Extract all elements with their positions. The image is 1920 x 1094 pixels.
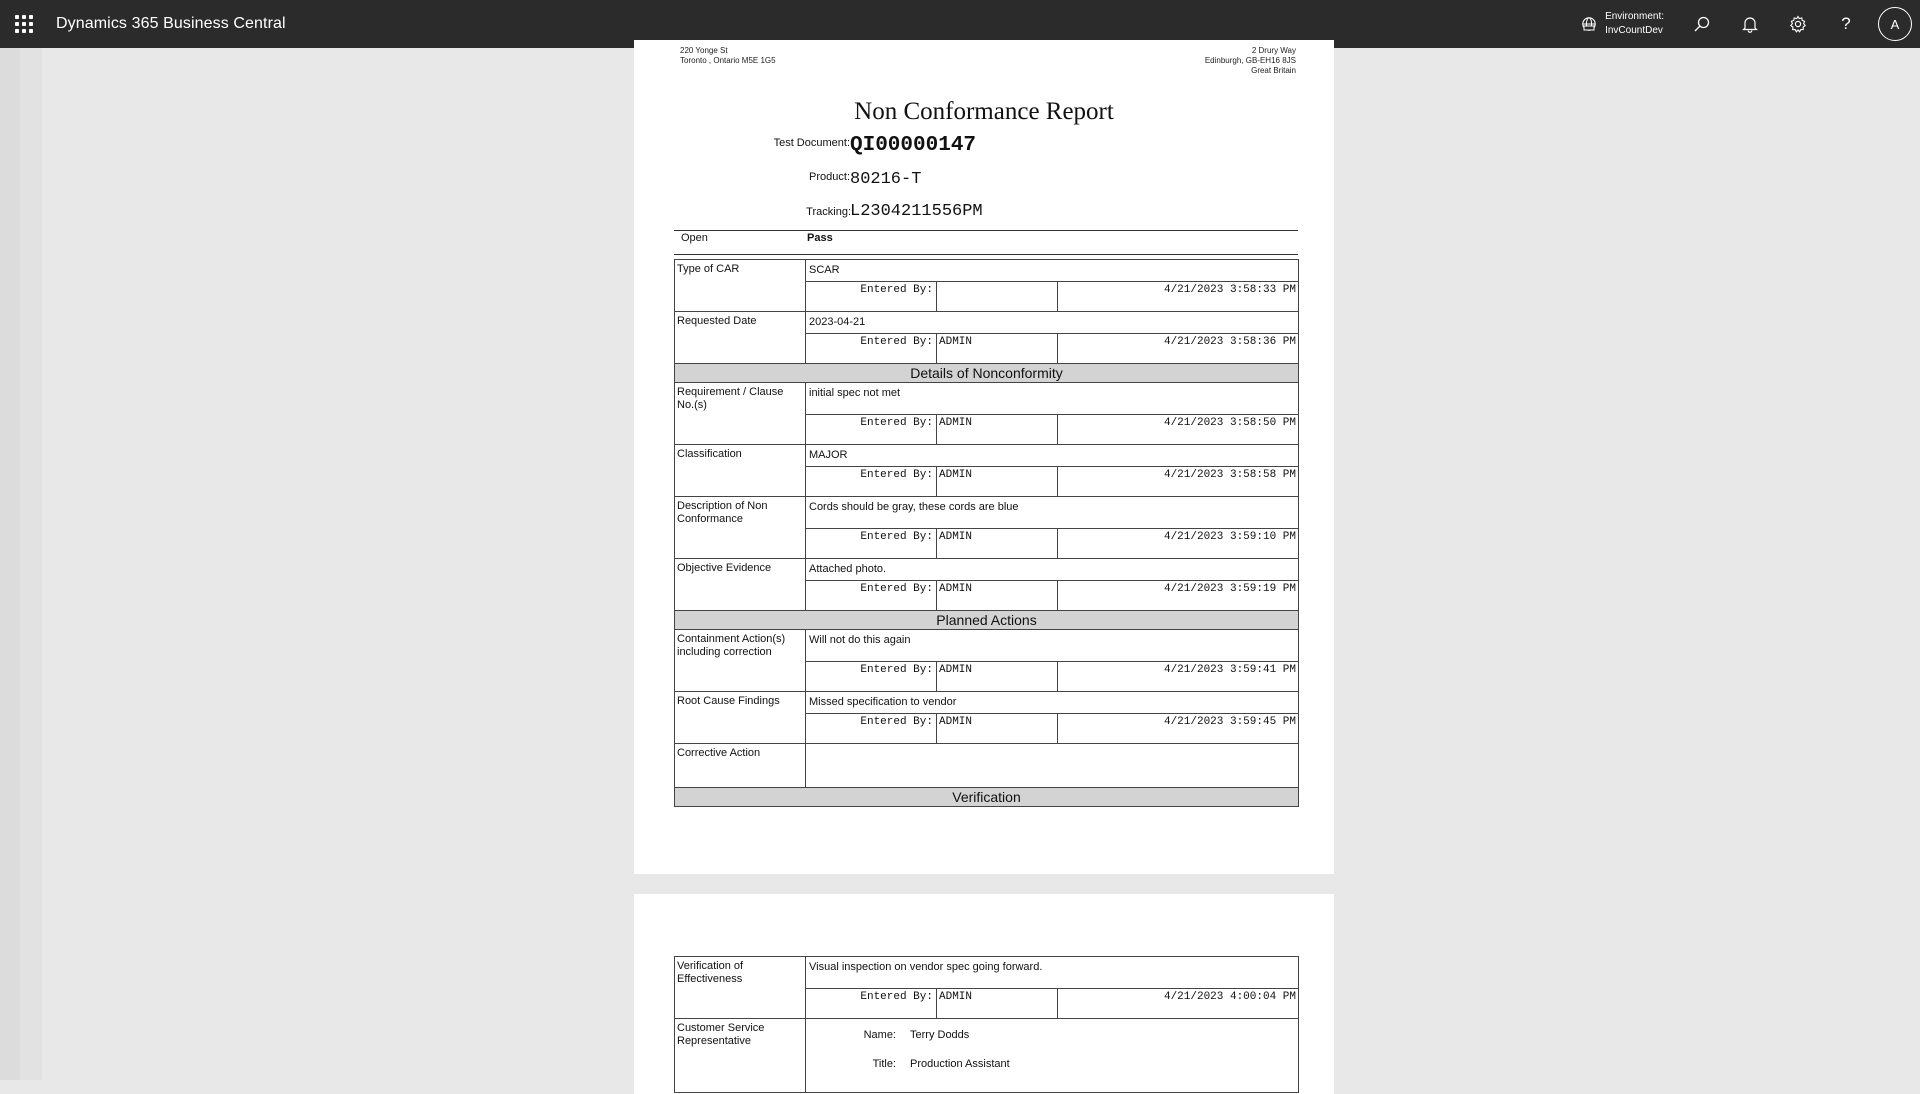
address-line: 2 Drury Way	[1251, 46, 1296, 55]
report-table-page-2	[674, 956, 1299, 1093]
section-header	[675, 364, 1299, 383]
row-value: 2023-04-21	[806, 312, 1299, 334]
table-row	[675, 383, 1299, 415]
table-row	[675, 260, 1299, 282]
status-open: Open	[681, 232, 708, 244]
entered-by-label: Entered By:	[806, 714, 937, 744]
table-row	[675, 497, 1299, 529]
entered-by-label: Entered By:	[806, 415, 937, 445]
row-label: Objective Evidence	[675, 559, 806, 611]
entered-by-value: ADMIN	[937, 714, 1058, 744]
csr-details	[806, 1019, 1299, 1093]
app-title[interactable]: Dynamics 365 Business Central	[56, 15, 286, 32]
app-launcher-button[interactable]	[0, 0, 48, 48]
table-row	[675, 744, 1299, 788]
csr-title-row	[806, 1058, 1298, 1070]
row-label: Root Cause Findings	[675, 692, 806, 744]
entered-by-label: Entered By:	[806, 989, 937, 1019]
timestamp: 4/21/2023 3:58:58 PM	[1058, 467, 1299, 497]
row-value: Attached photo.	[806, 559, 1299, 581]
table-row	[675, 559, 1299, 581]
company-address-left	[680, 46, 776, 66]
timestamp: 4/21/2023 3:58:50 PM	[1058, 415, 1299, 445]
entered-by-label: Entered By:	[806, 467, 937, 497]
tracking-value: L2304211556PM	[850, 202, 983, 221]
environment-icon	[1581, 16, 1597, 32]
timestamp: 4/21/2023 3:58:33 PM	[1058, 282, 1299, 312]
tracking-label: Tracking:	[806, 206, 851, 218]
help-button[interactable]	[1822, 0, 1870, 48]
row-value	[806, 744, 1299, 788]
help-icon: ?	[1841, 14, 1851, 33]
row-label: Type of CAR	[675, 260, 806, 312]
entered-by-value: ADMIN	[937, 989, 1058, 1019]
entered-by-value	[937, 282, 1058, 312]
environment-indicator[interactable]	[1581, 10, 1664, 38]
table-row	[675, 630, 1299, 662]
environment-value: InvCountDev	[1605, 25, 1663, 36]
company-address-right	[1205, 46, 1296, 76]
row-value: Will not do this again	[806, 630, 1299, 662]
entered-by-label: Entered By:	[806, 334, 937, 364]
left-rail-inner	[20, 48, 42, 1080]
timestamp: 4/21/2023 3:59:41 PM	[1058, 662, 1299, 692]
divider	[674, 230, 1298, 231]
divider	[674, 254, 1298, 255]
timestamp: 4/21/2023 4:00:04 PM	[1058, 989, 1299, 1019]
entered-by-label: Entered By:	[806, 529, 937, 559]
section-header	[675, 611, 1299, 630]
section-header	[675, 788, 1299, 807]
entered-by-label: Entered By:	[806, 282, 937, 312]
entered-by-label: Entered By:	[806, 581, 937, 611]
row-value: Cords should be gray, these cords are blue	[806, 497, 1299, 529]
report-title: Non Conformance Report	[854, 98, 1114, 125]
timestamp: 4/21/2023 3:59:19 PM	[1058, 581, 1299, 611]
row-value: SCAR	[806, 260, 1299, 282]
row-label: Containment Action(s) including correction	[675, 630, 806, 692]
row-label: Corrective Action	[675, 744, 806, 788]
section-title: Verification	[675, 788, 1299, 807]
left-rail	[0, 48, 42, 1080]
csr-name-row	[806, 1029, 1298, 1041]
product-label: Product:	[809, 171, 850, 183]
report-page-1	[634, 40, 1334, 874]
table-row	[675, 312, 1299, 334]
timestamp: 4/21/2023 3:58:36 PM	[1058, 334, 1299, 364]
section-title: Planned Actions	[675, 611, 1299, 630]
report-page-2	[634, 894, 1334, 1094]
table-row	[675, 692, 1299, 714]
entered-by-label: Entered By:	[806, 662, 937, 692]
row-label: Customer Service Representative	[675, 1019, 806, 1093]
table-row	[675, 1019, 1299, 1093]
row-value: Visual inspection on vendor spec going forward.	[806, 957, 1299, 989]
row-label: Verification of Effectiveness	[675, 957, 806, 1019]
row-label: Classification	[675, 445, 806, 497]
row-value: Missed specification to vendor	[806, 692, 1299, 714]
timestamp: 4/21/2023 3:59:45 PM	[1058, 714, 1299, 744]
row-label: Description of Non Conformance	[675, 497, 806, 559]
entered-by-value: ADMIN	[937, 529, 1058, 559]
bell-icon	[1741, 15, 1759, 33]
address-line: 220 Yonge St	[680, 46, 728, 55]
address-line: Toronto , Ontario M5E 1G5	[680, 56, 776, 65]
entered-by-value: ADMIN	[937, 415, 1058, 445]
waffle-icon	[15, 15, 33, 33]
row-label: Requested Date	[675, 312, 806, 364]
product-value: 80216-T	[850, 170, 922, 189]
report-table	[674, 259, 1299, 807]
csr-title-value: Production Assistant	[910, 1058, 1010, 1070]
row-value: MAJOR	[806, 445, 1299, 467]
row-label: Requirement / Clause No.(s)	[675, 383, 806, 445]
entered-by-value: ADMIN	[937, 467, 1058, 497]
test-document-value: QI00000147	[850, 134, 977, 157]
csr-title-label: Title:	[872, 1058, 896, 1070]
status-result: Pass	[807, 232, 833, 244]
search-button[interactable]	[1678, 0, 1726, 48]
user-avatar[interactable]: A	[1878, 7, 1912, 41]
csr-name-label: Name:	[863, 1029, 896, 1041]
settings-button[interactable]	[1774, 0, 1822, 48]
timestamp: 4/21/2023 3:59:10 PM	[1058, 529, 1299, 559]
entered-by-value: ADMIN	[937, 334, 1058, 364]
table-row	[675, 957, 1299, 989]
address-line: Great Britain	[1251, 66, 1296, 75]
address-line: Edinburgh, GB-EH16 8JS	[1204, 56, 1296, 65]
search-icon	[1693, 15, 1711, 33]
environment-label: Environment:	[1605, 11, 1664, 22]
gear-icon	[1789, 15, 1807, 33]
table-row	[675, 445, 1299, 467]
notifications-button[interactable]	[1726, 0, 1774, 48]
csr-name-value: Terry Dodds	[910, 1029, 970, 1041]
entered-by-value: ADMIN	[937, 662, 1058, 692]
test-document-label: Test Document:	[773, 137, 850, 149]
section-title: Details of Nonconformity	[675, 364, 1299, 383]
row-value: initial spec not met	[806, 383, 1299, 415]
entered-by-value: ADMIN	[937, 581, 1058, 611]
